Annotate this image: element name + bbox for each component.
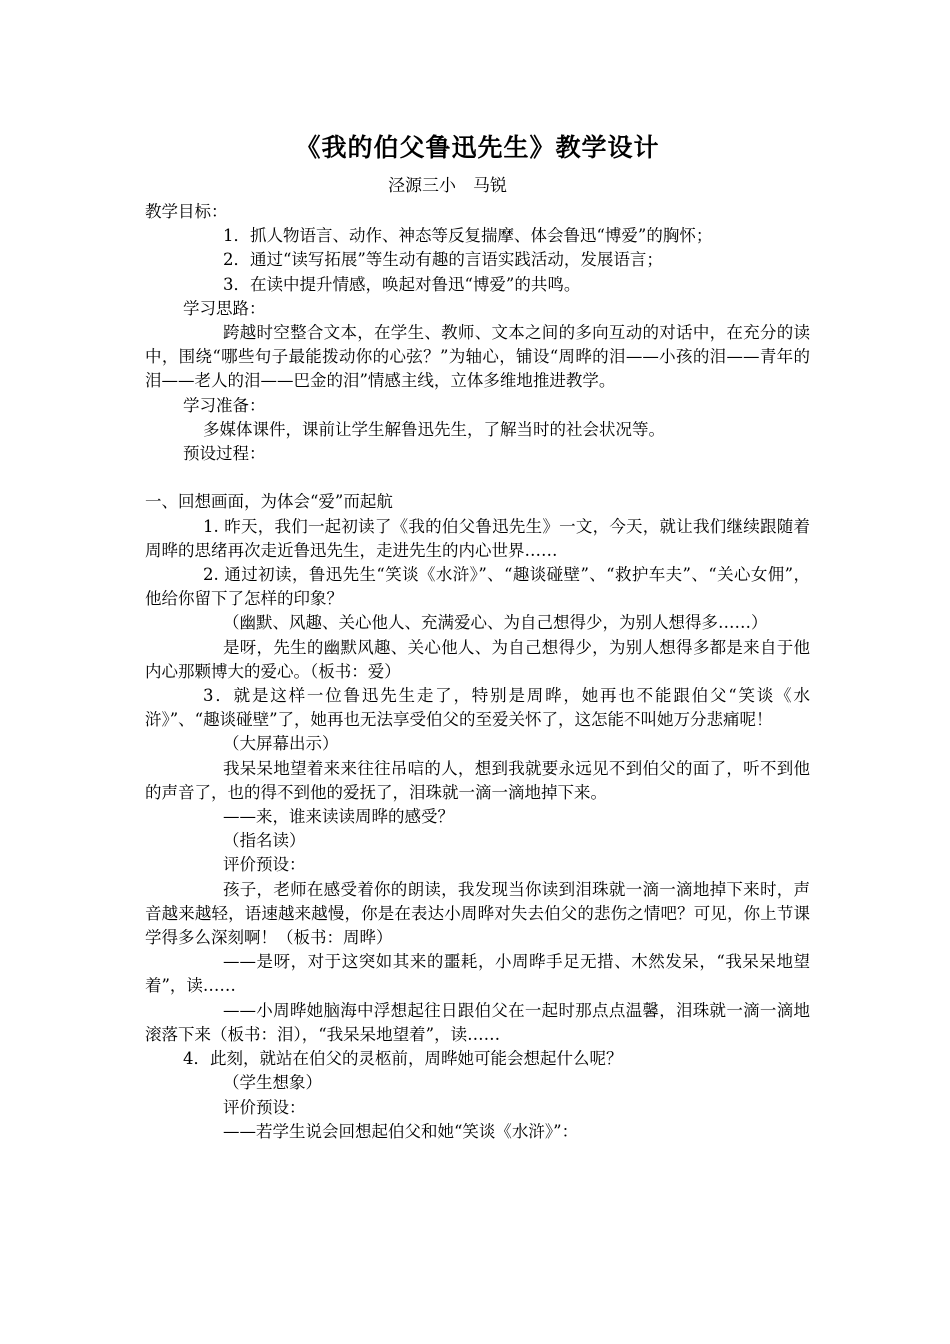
paragraph: （幽默、风趣、关心他人、充满爱心、为自己想得少，为别人想得多……） [223,613,768,633]
paragraph: （大屏幕出示） [223,734,339,754]
document-title: 《我的伯父鲁迅先生》教学设计 [295,133,660,162]
paragraph: 1．抓人物语言、动作、神态等反复揣摩、体会鲁迅“博爱”的胸怀； [223,226,713,246]
paragraph: （指名读） [223,831,306,851]
paragraph: 1. 昨天，我们一起初读了《我的伯父鲁迅先生》一文，今天，就让我们继续跟随着周晔的思绪再次走近鲁迅先生，走进先生的内心世界…… [145,516,810,560]
paragraph: 评价预设： [223,855,306,875]
paragraph: （学生想象） [223,1073,322,1093]
paragraph: ——来，谁来读读周晔的感受？ [223,807,454,827]
document-body [145,200,810,1144]
paragraph: 是呀，先生的幽默风趣、关心他人、为自己想得少，为别人想得多都是来自于他内心那颗博大的爱心。（板书：爱） [145,637,810,681]
paragraph: 我呆呆地望着来来往往吊唁的人，想到我就要永远见不到伯父的面了，听不到他的声音了，也的得不到他的爱抚了，泪珠就一滴一滴地掉下来。 [145,758,810,802]
paragraph: 2．通过“读写拓展”等生动有趣的言语实践活动，发展语言； [223,250,663,270]
blank-line [145,466,810,490]
paragraph: 2. 通过初读，鲁迅先生“笑谈《水浒》”、“趣谈碰壁”、“救护车夫”、“关心女佣”，他给你留下了怎样的印象？ [145,565,810,609]
paragraph: 学习思路： [183,298,266,318]
paragraph: 一、回想画面，为体会“爱”而起航 [145,492,393,512]
paragraph: 4．此刻，就站在伯父的灵柩前，周晔她可能会想起什么呢？ [183,1049,623,1069]
paragraph: 跨越时空整合文本，在学生、教师、文本之间的多向互动的对话中，在充分的读中，围绕“哪些句子最能拨动你的心弦？”为轴心，铺设“周晔的泪——小孩的泪——青年的泪——老人的泪——巴金的泪”情感主线，立体多维地推进教学。 [145,323,810,391]
paragraph: 3．在读中提升情感，唤起对鲁迅“博爱”的共鸣。 [223,274,581,294]
paragraph: 多媒体课件，课前让学生解鲁迅先生，了解当时的社会状况等。 [203,419,665,439]
paragraph: 评价预设： [223,1097,306,1117]
paragraph: ——小周晔她脑海中浮想起往日跟伯父在一起时那点点温馨，泪珠就一滴一滴地滚落下来（板书：泪），“我呆呆地望着”，读…… [145,1000,810,1044]
paragraph: ——若学生说会回想起伯父和她“笑谈《水浒》”： [223,1121,579,1141]
paragraph: 学习准备： [183,395,266,415]
paragraph: 教学目标： [145,202,228,221]
paragraph: ——是呀，对于这突如其来的噩耗，小周晔手足无措、木然发呆，“我呆呆地望着”，读…… [145,952,810,996]
paragraph: 3．就是这样一位鲁迅先生走了，特别是周晔，她再也不能跟伯父“笑谈《水浒》”、“趣谈碰壁”了，她再也无法享受伯父的至爱关怀了，这怎能不叫她万分悲痛呢！ [145,686,810,730]
document-author: 泾源三小 马锐 [388,176,507,196]
paragraph: 预设过程： [183,444,266,464]
paragraph: 孩子，老师在感受着你的朗读，我发现当你读到泪珠就一滴一滴地掉下来时，声音越来越轻，语速越来越慢，你是在表达小周晔对失去伯父的悲伤之情吧？可见，你上节课学得多么深刻啊！（板书：周晔） [145,879,810,948]
